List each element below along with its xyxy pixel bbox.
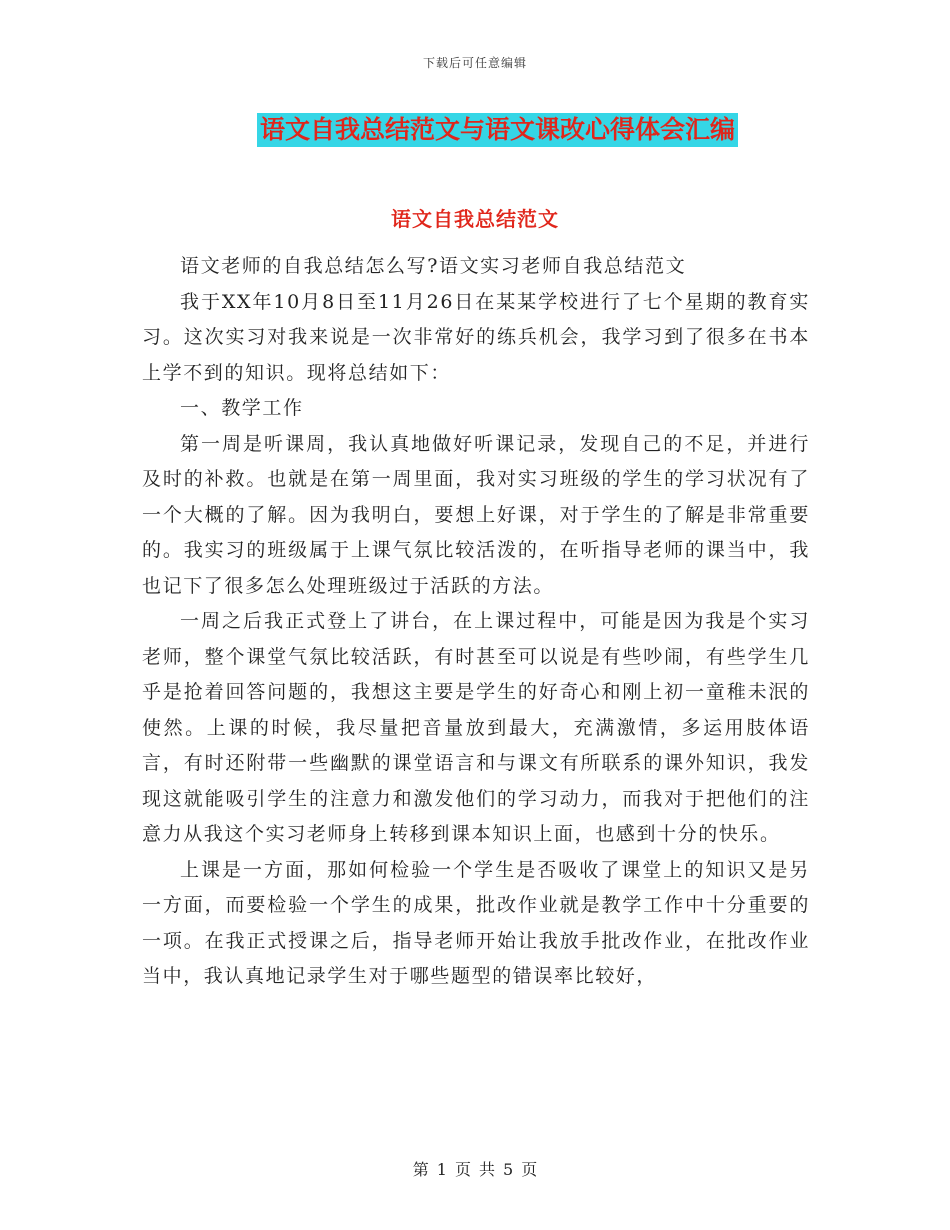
paragraph: 语文老师的自我总结怎么写?语文实习老师自我总结范文 (180, 255, 687, 277)
paragraph: 上课是一方面，那如何检验一个学生是否吸收了课堂上的知识又是另一方面，而要检验一个学生的成果，批改作业就是教学工作中十分重要的一项。在我正式授课之后，指导老师开始让我放手批改作业，在批改作业当中，我认真地记录学生对于哪些题型的错误率比较好， (142, 858, 810, 987)
total-pages: 5 (503, 1160, 514, 1179)
title-banner (0, 113, 950, 147)
paragraph: 一周之后我正式登上了讲台，在上课过程中，可能是因为我是个实习老师，整个课堂气氛比较活跃，有时甚至可以说是有些吵闹，有些学生几乎是抢着回答问题的，我想这主要是学生的好奇心和刚上初一童稚未泯的使然。上课的时候，我尽量把音量放到最大，充满激情，多运用肢体语言，有时还附带一些幽默的课堂语言和与课文有所联系的课外知识，我发现这就能吸引学生的注意力和激发他们的学习动力，而我对于把他们的注意力从我这个实习老师身上转移到课本知识上面，也感到十分的快乐。 (142, 610, 810, 845)
footer-total-prefix: 共 (479, 1160, 496, 1179)
document-title: 语文自我总结范文与语文课改心得体会汇编 (257, 113, 738, 147)
section-title: 语文自我总结范文 (391, 207, 559, 231)
paragraph: 第一周是听课周，我认真地做好听课记录，发现自己的不足，并进行及时的补救。也就是在第一周里面，我对实习班级的学生的学习状况有了一个大概的了解。因为我明白，要想上好课，对于学生的了解是非常重要的。我实习的班级属于上课气氛比较活泼的，在听指导老师的课当中，我也记下了很多怎么处理班级过于活跃的方法。 (142, 432, 810, 597)
paragraph: 我于XX年10月8日至11月26日在某某学校进行了七个星期的教育实习。这次实习对我来说是一次非常好的练兵机会，我学习到了很多在书本上学不到的知识。现将总结如下： (142, 290, 810, 384)
footer-prefix: 第 (412, 1160, 429, 1179)
page-footer (0, 1157, 950, 1180)
page-number: 1 (436, 1160, 447, 1179)
paragraph: 一、教学工作 (180, 397, 304, 419)
header-note: 下载后可任意编辑 (422, 56, 527, 70)
footer-page-unit: 页 (454, 1160, 471, 1179)
footer-total-unit: 页 (521, 1160, 538, 1179)
body-text (142, 249, 810, 995)
